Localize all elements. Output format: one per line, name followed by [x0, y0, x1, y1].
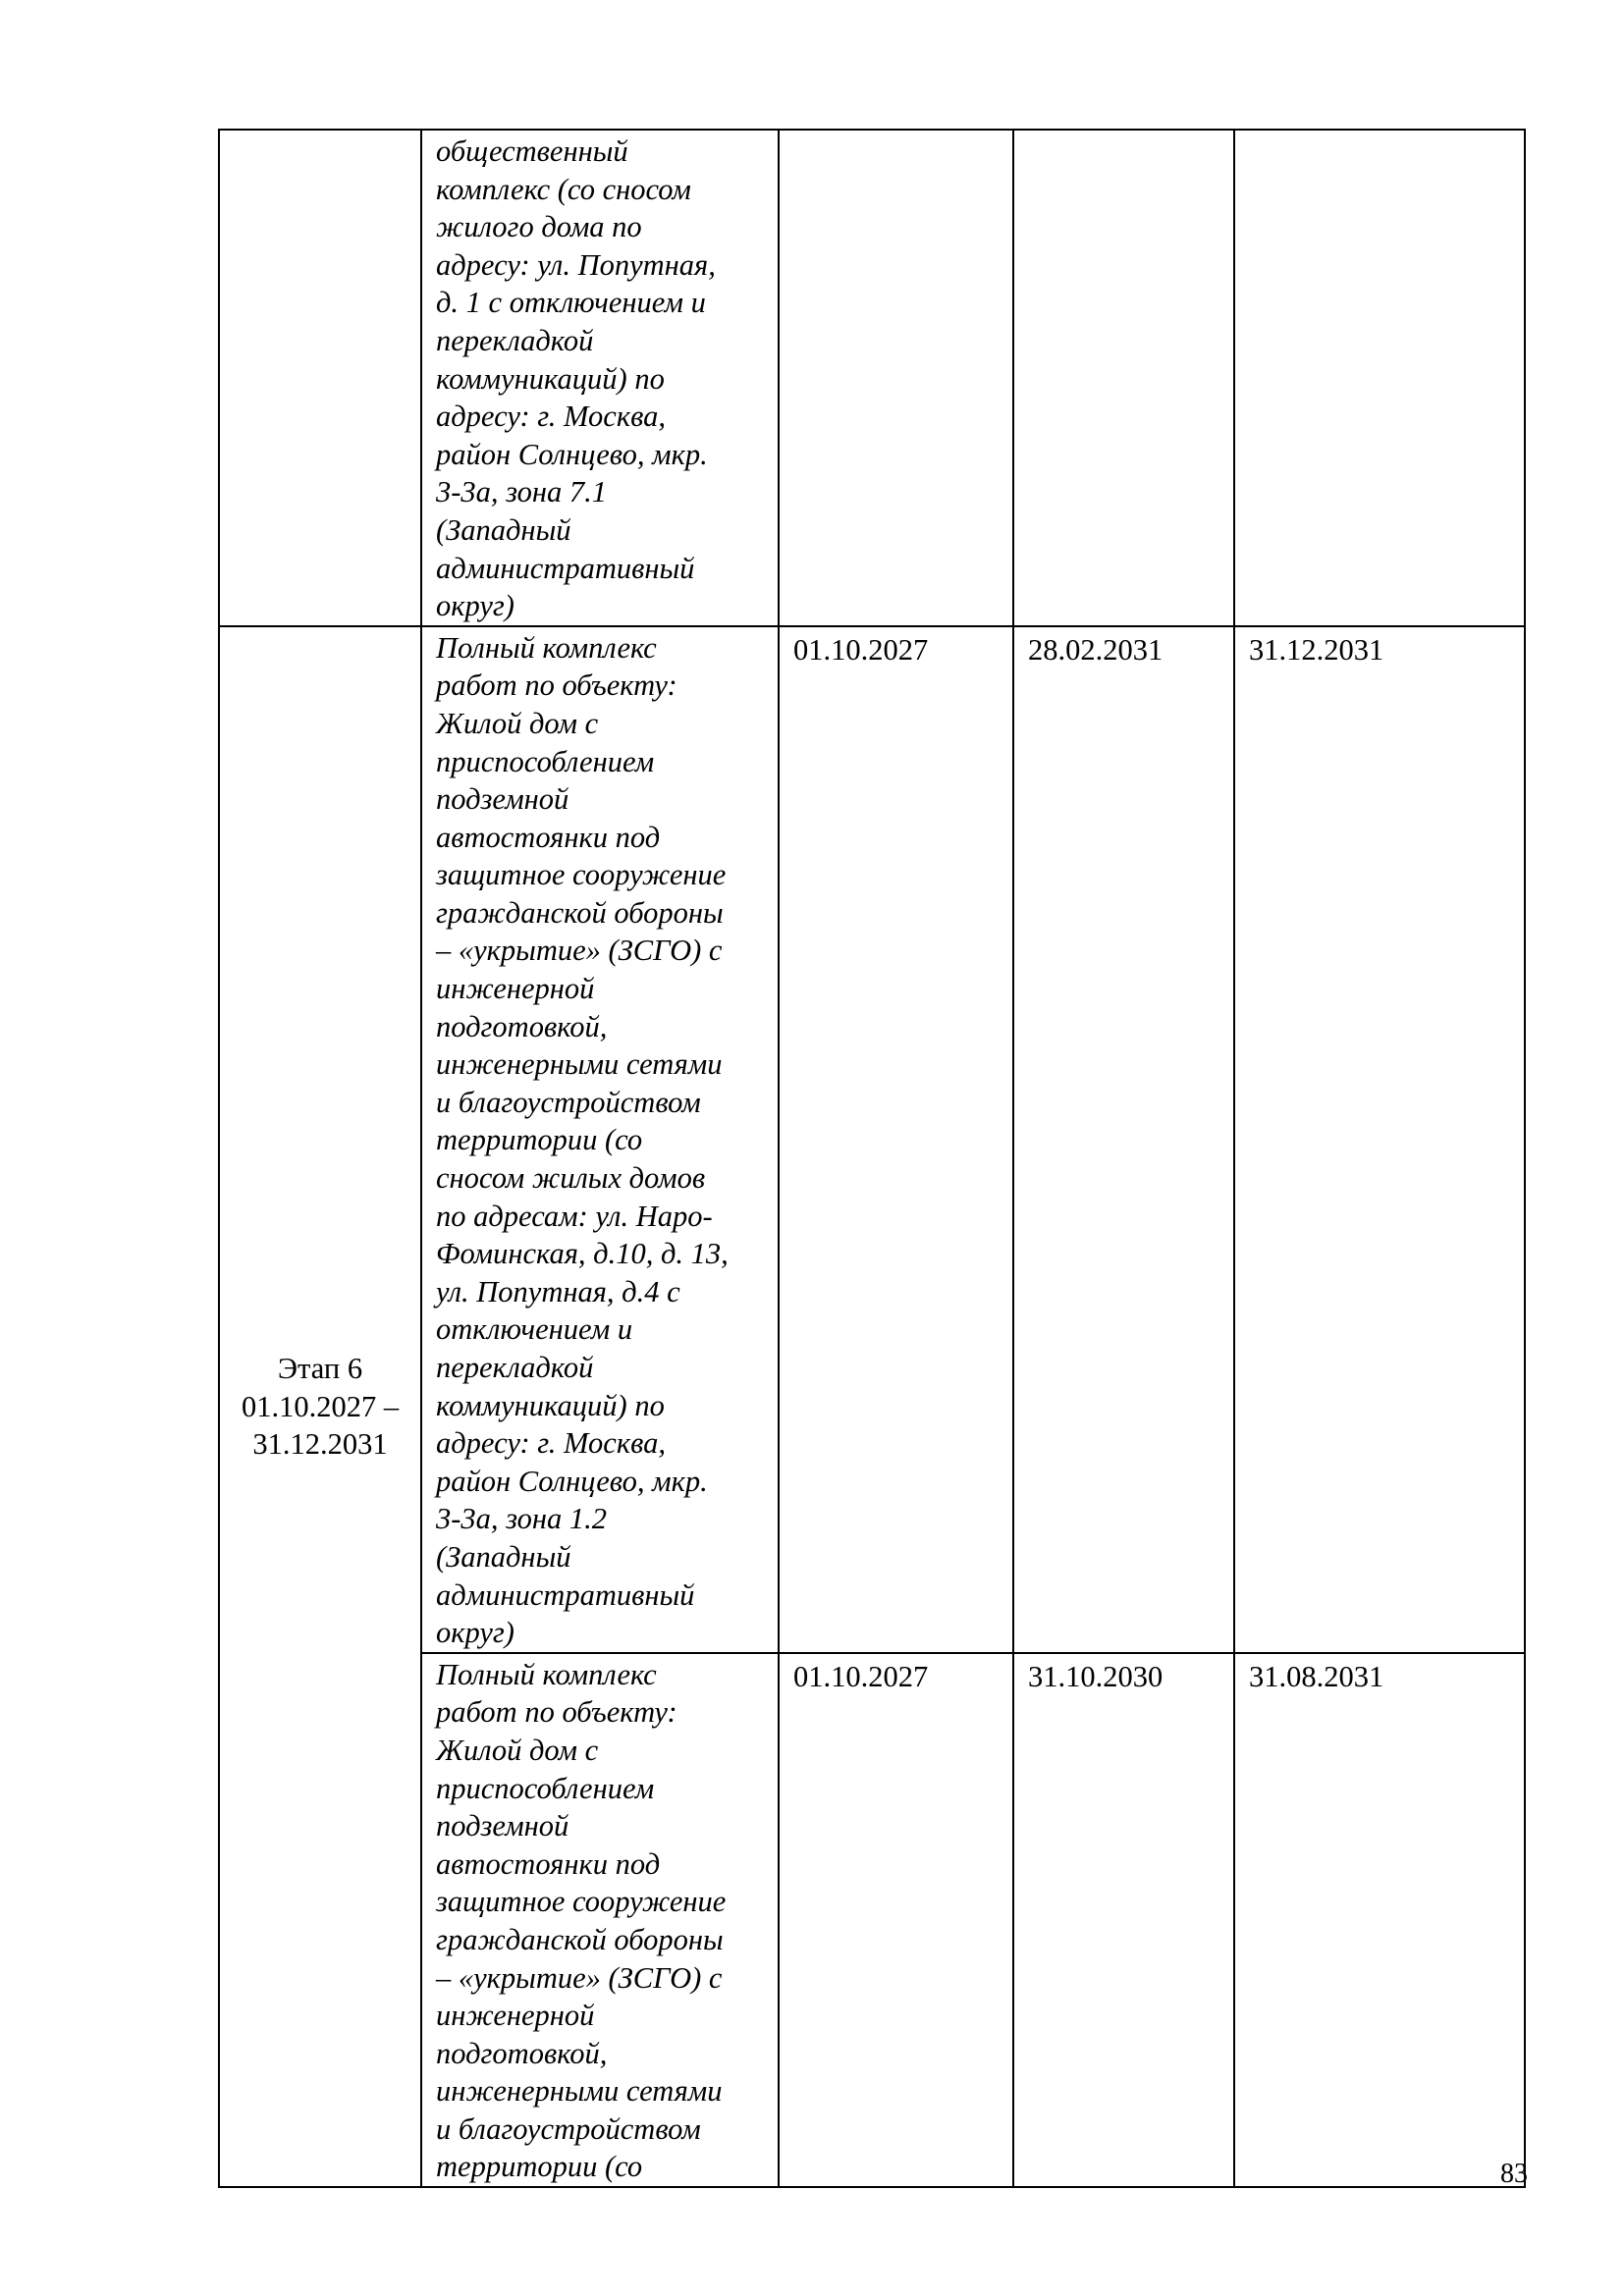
stage-period-start: 01.10.2027 –: [241, 1389, 400, 1423]
page-number: 83: [1500, 2159, 1528, 2189]
start-date-cell: 01.10.2027: [779, 626, 1013, 1653]
table-row: [219, 130, 1525, 626]
object-description-cell: Полный комплекс работ по объекту: Жилой дом с приспособлением подземной автостоянки под защитное сооружение гражданской обороны – «укрытие» (ЗСГО) с инженерной подготовкой, инженерными сетями и благоустройством территории (со: [421, 1653, 779, 2187]
stage-period-end: 31.12.2031: [252, 1427, 388, 1462]
object-description-cell: Полный комплекс работ по объекту: Жилой дом с приспособлением подземной автостоянки под защитное сооружение гражданской обороны – «укрытие» (ЗСГО) с инженерной подготовкой, инженерными сетями и благоустройством территории (со сносом жилых домов по адресам: ул. Наро- Фоминская, д.10, д. 13, ул. Попутная, д.4 с отключением и перекладкой коммуникаций) по адресу: г. Москва, район Солнцево, мкр. 3-3а, зона 1.2 (Западный административный округ): [421, 626, 779, 1653]
stage-title: Этап 6: [277, 1352, 363, 1385]
start-date-cell: [779, 130, 1013, 626]
works-schedule-table: [218, 129, 1526, 2188]
object-description-cell: общественный комплекс (со сносом жилого дома по адресу: ул. Попутная, д. 1 с отключением и перекладкой коммуникаций) по адресу: г. Москва, район Солнцево, мкр. 3-3а, зона 7.1 (Западный административный округ): [421, 130, 779, 626]
deadline-date-cell: [1234, 130, 1525, 626]
stage-cell: [219, 626, 421, 2187]
end-date-cell: 31.10.2030: [1013, 1653, 1234, 2187]
start-date-cell: 01.10.2027: [779, 1653, 1013, 2187]
table-row: [219, 626, 1525, 1653]
stage-cell-empty: [219, 130, 421, 626]
deadline-date-cell: 31.12.2031: [1234, 626, 1525, 1653]
end-date-cell: [1013, 130, 1234, 626]
end-date-cell: 28.02.2031: [1013, 626, 1234, 1653]
deadline-date-cell: 31.08.2031: [1234, 1653, 1525, 2187]
